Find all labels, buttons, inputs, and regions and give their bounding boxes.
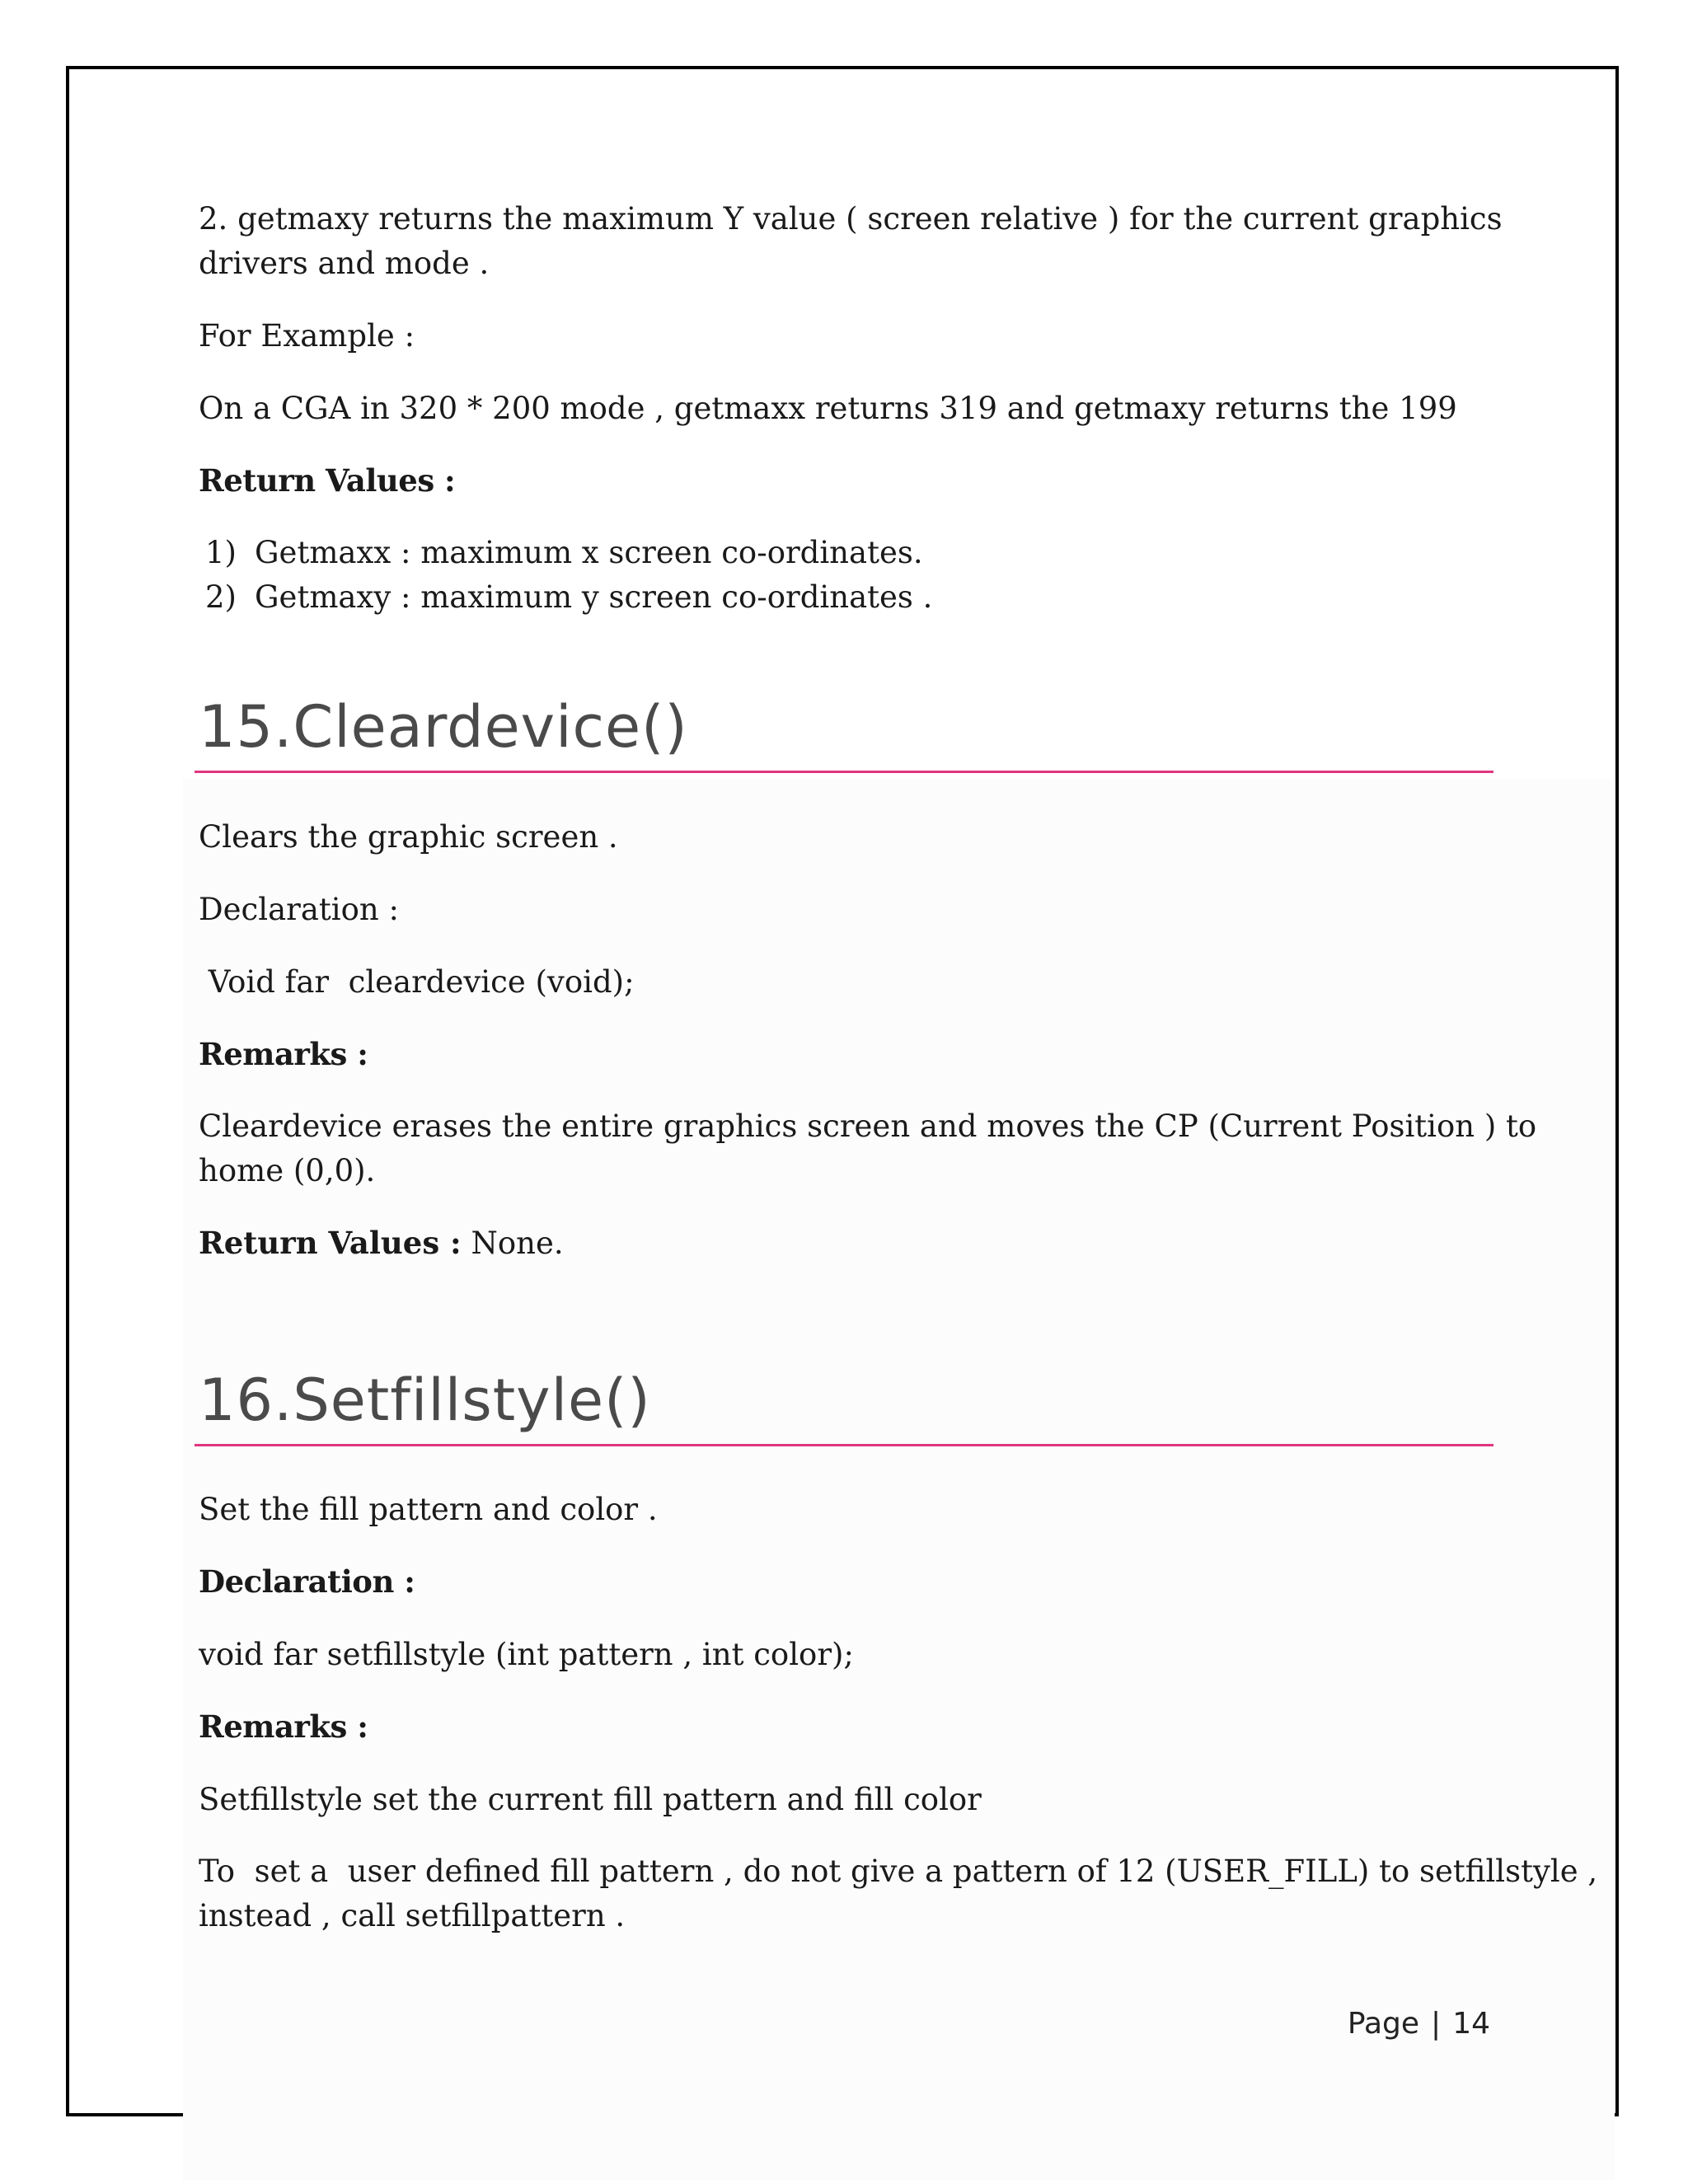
section-15-declaration-code: Void far cleardevice (void); xyxy=(199,964,635,1000)
list-item-text: Getmaxy : maximum y screen co-ordinates . xyxy=(255,579,933,615)
section-16-remarks-line-3: instead , call setfillpattern . xyxy=(199,1898,626,1933)
section-15-declaration-label: Declaration : xyxy=(199,892,399,927)
page-number: 14 xyxy=(1452,2007,1490,2041)
section-15-remarks-line-2: home (0,0). xyxy=(199,1153,376,1188)
list-item-number: 1) xyxy=(205,535,237,570)
list-item-number: 2) xyxy=(205,579,237,615)
list-item-text: Getmaxx : maximum x screen co-ordinates. xyxy=(255,535,923,570)
example-label: For Example : xyxy=(199,318,415,354)
section-16-remarks-label: Remarks : xyxy=(199,1708,368,1745)
list-item xyxy=(205,574,932,620)
page-footer xyxy=(1348,2006,1490,2042)
section-15-remarks-line-1: Cleardevice erases the entire graphics screen and moves the CP (Current Position ) to xyxy=(199,1108,1537,1144)
section-15-description: Clears the graphic screen . xyxy=(199,819,618,855)
intro-line-2: drivers and mode . xyxy=(199,246,490,281)
section-16-description: Set the fill pattern and color . xyxy=(199,1492,658,1527)
section-15-return-values-label: Return Values : xyxy=(199,1225,462,1261)
section-15-return-values-text: None. xyxy=(461,1226,564,1261)
example-text: On a CGA in 320 * 200 mode , getmaxx returns 319 and getmaxy returns the 199 xyxy=(199,391,1457,426)
section-16-remarks-line-2: To set a user defined fill pattern , do not give a pattern of 12 (USER_FILL) to setfillstyle , xyxy=(199,1854,1598,1889)
section-15-heading: 15.Cleardevice() xyxy=(199,693,688,761)
page-separator: | xyxy=(1431,2007,1442,2041)
section-16-remarks-line-1: Setfillstyle set the current fill pattern and fill color xyxy=(199,1782,982,1817)
return-values-label: Return Values : xyxy=(199,462,456,499)
section-16-declaration-code: void far setfillstyle (int pattern , int color); xyxy=(199,1637,854,1672)
list-item xyxy=(205,530,923,575)
section-15-divider xyxy=(195,771,1493,773)
section-16-divider xyxy=(195,1444,1493,1446)
section-15-remarks-label: Remarks : xyxy=(199,1036,368,1072)
section-16-declaration-label: Declaration : xyxy=(199,1563,415,1600)
section-15-return-values xyxy=(199,1221,564,1266)
section-16-heading: 16.Setfillstyle() xyxy=(199,1366,651,1434)
page-label: Page xyxy=(1347,2007,1420,2041)
intro-line-1: 2. getmaxy returns the maximum Y value ( screen relative ) for the current graphics xyxy=(199,201,1503,237)
